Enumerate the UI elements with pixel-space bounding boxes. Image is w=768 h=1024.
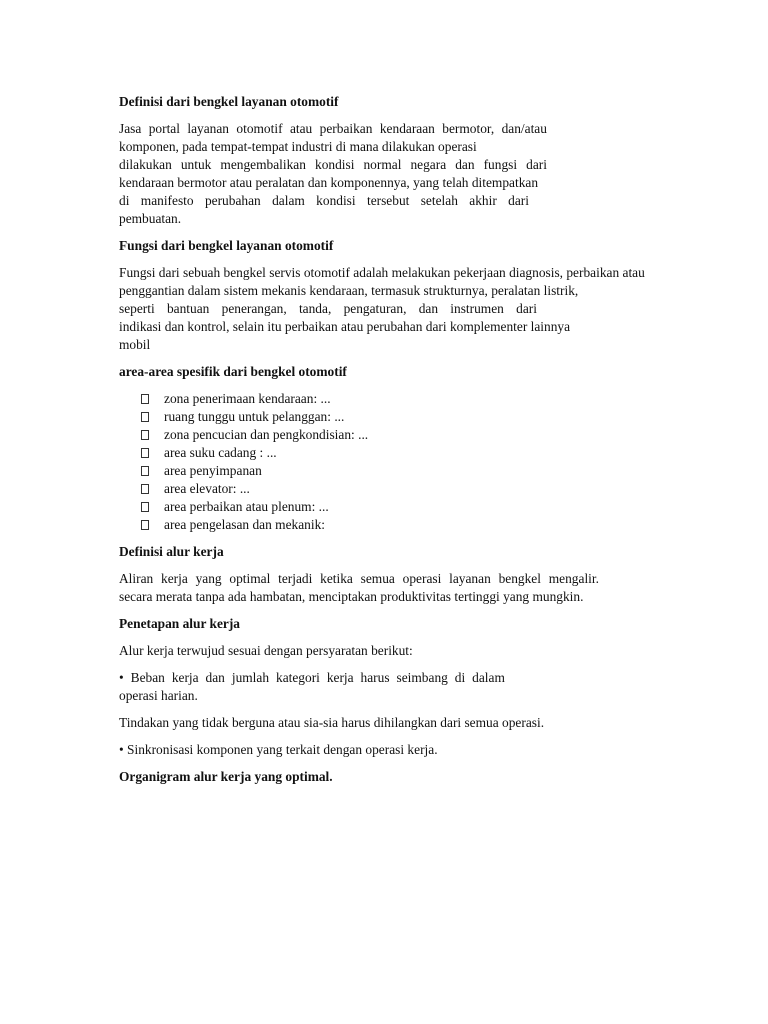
text-line: operasi harian. — [119, 688, 198, 703]
list-item-label: area penyimpanan — [164, 463, 262, 478]
text-line: mobil — [119, 337, 151, 352]
list-item — [141, 516, 699, 534]
paragraph-definisi-bengkel — [119, 120, 699, 228]
text-line: indikasi dan kontrol, selain itu perbaikan atau perubahan dari komplementer lainnya — [119, 319, 571, 334]
heading-area-spesifik: area-area spesifik dari bengkel otomotif — [119, 364, 347, 379]
list-item — [141, 480, 699, 498]
heading-fungsi-bengkel: Fungsi dari bengkel layanan otomotif — [119, 238, 334, 253]
list-item — [141, 408, 699, 426]
checkbox-bullet-icon — [141, 466, 149, 476]
list-item-label: zona pencucian dan pengkondisian: ... — [164, 427, 369, 442]
list-item-label: ruang tunggu untuk pelanggan: ... — [164, 409, 345, 424]
checkbox-bullet-icon — [141, 448, 149, 458]
text-line: secara merata tanpa ada hambatan, menciptakan produktivitas tertinggi yang mungkin. — [119, 589, 584, 604]
paragraph-fungsi-bengkel — [119, 264, 699, 354]
paragraph-tindakan: Tindakan yang tidak berguna atau sia-sia harus dihilangkan dari semua operasi. — [119, 715, 545, 730]
text-line: komponen, pada tempat-tempat industri di mana dilakukan operasi — [119, 139, 477, 154]
list-item-label: area perbaikan atau plenum: ... — [164, 499, 329, 514]
checkbox-bullet-icon — [141, 430, 149, 440]
heading-penetapan-alur-kerja: Penetapan alur kerja — [119, 616, 241, 631]
checkbox-bullet-icon — [141, 394, 149, 404]
checkbox-bullet-icon — [141, 484, 149, 494]
text-line: Aliran kerja yang optimal terjadi ketika semua operasi layanan bengkel mengalir. — [119, 571, 599, 586]
document-body — [119, 93, 699, 795]
list-item-label: zona penerimaan kendaraan: ... — [164, 391, 331, 406]
paragraph-persyaratan-intro: Alur kerja terwujud sesuai dengan persyaratan berikut: — [119, 643, 413, 658]
text-line: pembuatan. — [119, 211, 182, 226]
list-item-label: area elevator: ... — [164, 481, 250, 496]
list-item-label: area suku cadang : ... — [164, 445, 277, 460]
paragraph-beban-kerja — [119, 669, 699, 705]
list-item-label: area pengelasan dan mekanik: — [164, 517, 325, 532]
list-item — [141, 498, 699, 516]
list-item — [141, 390, 699, 408]
text-line: di manifesto perubahan dalam kondisi tersebut setelah akhir dari — [119, 193, 529, 208]
text-line: seperti bantuan penerangan, tanda, pengaturan, dan instrumen dari — [119, 301, 537, 316]
checkbox-bullet-icon — [141, 502, 149, 512]
text-line: Jasa portal layanan otomotif atau perbaikan kendaraan bermotor, dan/atau — [119, 121, 547, 136]
list-item — [141, 462, 699, 480]
checkbox-bullet-icon — [141, 520, 149, 530]
list-item — [141, 426, 699, 444]
list-item — [141, 444, 699, 462]
heading-definisi-alur-kerja: Definisi alur kerja — [119, 544, 224, 559]
text-line: penggantian dalam sistem mekanis kendaraan, termasuk strukturnya, peralatan listrik, — [119, 283, 579, 298]
paragraph-definisi-alur-kerja — [119, 570, 699, 606]
text-line: kendaraan bermotor atau peralatan dan komponennya, yang telah ditempatkan — [119, 175, 539, 190]
paragraph-sinkronisasi: • Sinkronisasi komponen yang terkait dengan operasi kerja. — [119, 742, 438, 757]
heading-organigram: Organigram alur kerja yang optimal. — [119, 769, 333, 784]
text-line: Fungsi dari sebuah bengkel servis otomotif adalah melakukan pekerjaan diagnosis, perbaikan atau — [119, 265, 645, 280]
checkbox-bullet-icon — [141, 412, 149, 422]
area-list — [119, 390, 699, 534]
text-line: • Beban kerja dan jumlah kategori kerja harus seimbang di dalam — [119, 670, 505, 685]
heading-definisi-bengkel: Definisi dari bengkel layanan otomotif — [119, 94, 339, 109]
text-line: dilakukan untuk mengembalikan kondisi normal negara dan fungsi dari — [119, 157, 547, 172]
